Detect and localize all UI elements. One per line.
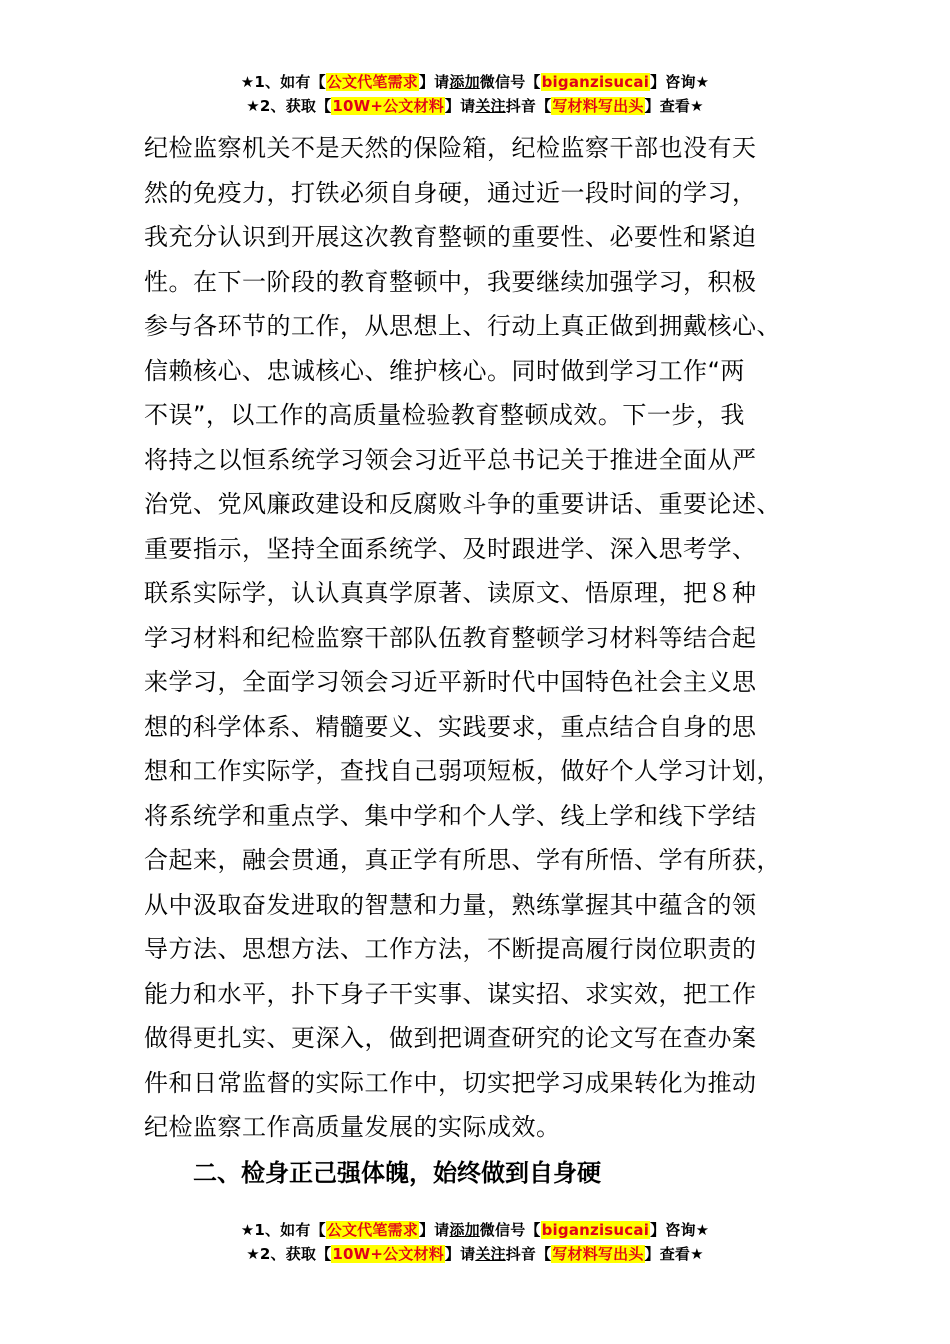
body-line: 参与各环节的工作，从思想上、行动上真正做到拥戴核心、 [144, 312, 781, 340]
body-line: 能力和水平，扑下身子干实事、谋实招、求实效，把工作 [144, 979, 757, 1008]
banner-text: 抖音【 [505, 1245, 552, 1263]
body-line: 学习材料和纪检监察干部队伍教育整顿学习材料等结合起 [144, 623, 757, 652]
banner-text: 】请 [418, 73, 450, 91]
banner-text: ★1、如有【 [240, 73, 326, 91]
banner-text: 微信号【 [479, 73, 541, 91]
banner-text: ★1、如有【 [240, 1221, 326, 1239]
banner-text: 】请 [444, 1245, 476, 1263]
banner-underline: 关注 [475, 97, 506, 115]
banner-text: 】查看★ [644, 97, 704, 115]
banner-text: 】请 [444, 97, 476, 115]
banner-underline: 添加 [449, 73, 480, 91]
body-line: 想的科学体系、精髓要义、实践要求，重点结合自身的思 [144, 712, 757, 741]
footer-banner [0, 1218, 950, 1266]
body-line: 联系实际学，认认真真学原著、读原文、悟原理，把８种 [144, 579, 757, 607]
highlight-douyin-id: 写材料写出头 [552, 97, 644, 115]
body-line: 我充分认识到开展这次教育整顿的重要性、必要性和紧迫 [144, 223, 757, 251]
body-line: 合起来，融会贯通，真正学有所思、学有所悟、学有所获， [144, 846, 781, 874]
banner-text: 抖音【 [505, 97, 552, 115]
banner-text: 】咨询★ [650, 1221, 710, 1239]
footer-banner-line-1 [0, 1218, 950, 1242]
banner-text: 】查看★ [644, 1245, 704, 1263]
body-line: 纪检监察工作高质量发展的实际成效。 [144, 1113, 561, 1141]
banner-underline: 添加 [449, 1221, 480, 1239]
body-line: 信赖核心、忠诚核心、维护核心。同时做到学习工作“两 [144, 356, 745, 385]
section-heading: 二、检身正己强体魄，始终做到自身硬 [193, 1159, 601, 1187]
highlight-materials: 10W+公文材料 [332, 1245, 444, 1263]
body-line: 将系统学和重点学、集中学和个人学、线上学和线下学结 [144, 801, 757, 830]
header-banner [0, 70, 950, 118]
banner-underline: 关注 [475, 1245, 506, 1263]
banner-text: ★2、获取【 [246, 97, 332, 115]
body-line: 件和日常监督的实际工作中，切实把学习成果转化为推动 [144, 1068, 757, 1097]
body-line: 将持之以恒系统学习领会习近平总书记关于推进全面从严 [144, 445, 757, 474]
banner-text: 】咨询★ [650, 73, 710, 91]
footer-banner-line-2 [0, 1242, 950, 1266]
highlight-wechat-id: biganzisucai [541, 1221, 650, 1239]
body-line: 治党、党风廉政建设和反腐败斗争的重要讲话、重要论述、 [144, 490, 781, 518]
highlight-materials: 10W+公文材料 [332, 97, 444, 115]
body-line: 想和工作实际学，查找自己弱项短板，做好个人学习计划， [144, 757, 781, 785]
highlight-douyin-id: 写材料写出头 [552, 1245, 644, 1263]
body-line: 导方法、思想方法、工作方法，不断提高履行岗位职责的 [144, 935, 757, 963]
header-banner-line-2 [0, 94, 950, 118]
banner-text: ★2、获取【 [246, 1245, 332, 1263]
body-line: 性。在下一阶段的教育整顿中，我要继续加强学习，积极 [144, 267, 757, 296]
highlight-wechat-id: biganzisucai [541, 73, 650, 91]
body-line: 做得更扎实、更深入，做到把调查研究的论文写在查办案 [144, 1024, 757, 1052]
body-line: 从中汲取奋发进取的智慧和力量，熟练掌握其中蕴含的领 [144, 890, 757, 919]
body-paragraph [144, 126, 806, 1150]
body-line: 纪检监察机关不是天然的保险箱，纪检监察干部也没有天 [144, 134, 757, 162]
body-line: 来学习，全面学习领会习近平新时代中国特色社会主义思 [144, 668, 757, 696]
header-banner-line-1 [0, 70, 950, 94]
highlight-service: 公文代笔需求 [326, 1221, 418, 1239]
body-line: 不误”，以工作的高质量检验教育整顿成效。下一步，我 [144, 401, 745, 429]
banner-text: 微信号【 [479, 1221, 541, 1239]
banner-text: 】请 [418, 1221, 450, 1239]
highlight-service: 公文代笔需求 [326, 73, 418, 91]
body-line: 然的免疫力，打铁必须自身硬，通过近一段时间的学习， [144, 178, 757, 207]
body-line: 重要指示，坚持全面系统学、及时跟进学、深入思考学、 [144, 534, 757, 563]
